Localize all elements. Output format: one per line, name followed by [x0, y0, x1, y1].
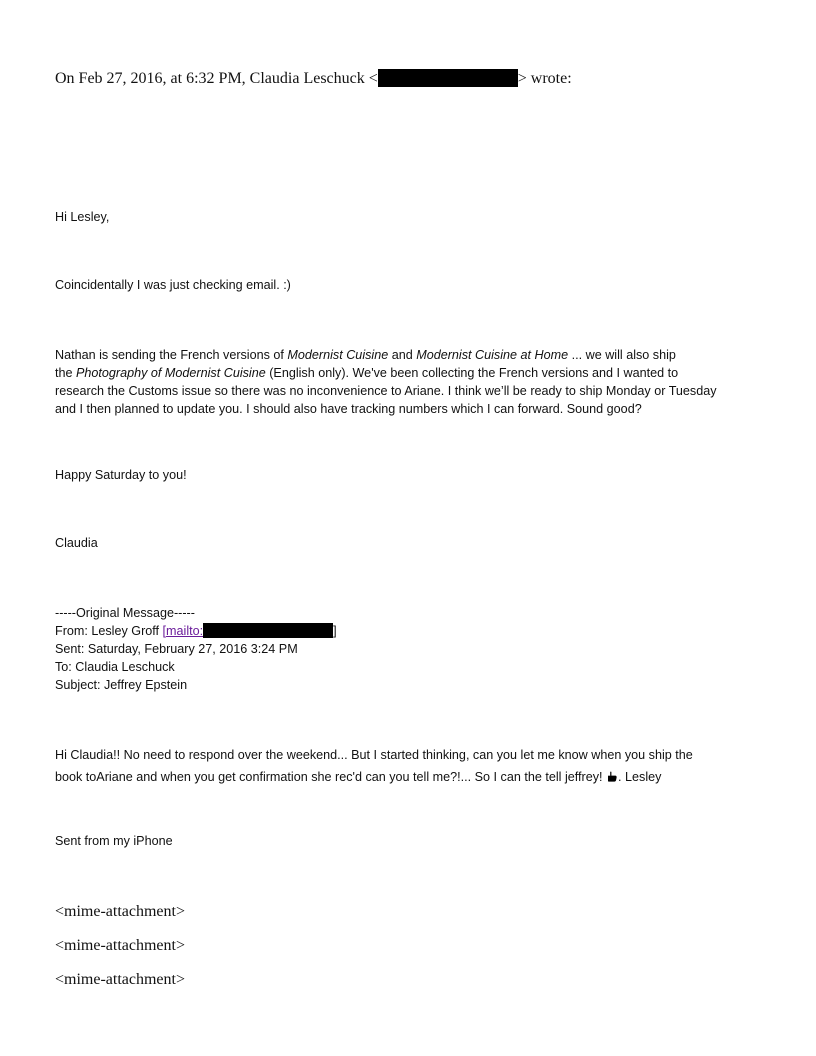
original-subject-line: Subject: Jeffrey Epstein — [55, 678, 188, 692]
mime-attachment-placeholder: <mime-attachment> — [55, 937, 185, 954]
mailto-link[interactable]: [mailto: — [162, 624, 204, 638]
paragraph-line: book toAriane and when you get confirmation she rec'd can you tell me?!... So I can the tell jeffrey! . Lesley — [55, 770, 662, 784]
paragraph-line: and I then planned to update you. I should also have tracking numbers which I can forward. Sound good? — [55, 402, 642, 416]
reply-signature: Claudia — [55, 536, 98, 550]
redaction-bar — [378, 69, 518, 87]
book-title: Modernist Cuisine at Home — [416, 348, 569, 362]
sent-from-signature: Sent from my iPhone — [55, 834, 173, 848]
original-message-divider: -----Original Message----- — [55, 606, 195, 620]
original-sent-line: Sent: Saturday, February 27, 2016 3:24 PM — [55, 642, 298, 656]
original-from-line: From: Lesley Groff [mailto: ] — [55, 624, 337, 638]
reply-paragraph — [55, 346, 717, 418]
book-title: Photography of Modernist Cuisine — [76, 366, 266, 380]
email-header-line — [55, 70, 572, 88]
header-suffix: > wrote: — [517, 70, 572, 87]
header-prefix: On Feb 27, 2016, at 6:32 PM, Claudia Leschuck < — [55, 70, 378, 87]
reply-greeting: Hi Lesley, — [55, 210, 110, 224]
original-to-line: To: Claudia Leschuck — [55, 660, 175, 674]
book-title: Modernist Cuisine — [287, 348, 389, 362]
paragraph-line: Hi Claudia!! No need to respond over the weekend... But I started thinking, can you let me know when you ship the — [55, 748, 693, 762]
original-message-body — [55, 744, 693, 788]
mime-attachment-placeholder: <mime-attachment> — [55, 971, 185, 988]
pointing-hand-icon — [606, 771, 618, 782]
reply-closing-line: Happy Saturday to you! — [55, 468, 187, 482]
reply-coincidence-line: Coincidentally I was just checking email. :) — [55, 278, 291, 292]
paragraph-line: Nathan is sending the French versions of Modernist Cuisine and Modernist Cuisine at Home ... we will also ship — [55, 348, 676, 362]
paragraph-line: research the Customs issue so there was no inconvenience to Ariane. I think we’ll be ready to ship Monday or Tuesday — [55, 384, 717, 398]
original-message-header — [55, 604, 337, 694]
mime-attachment-placeholder: <mime-attachment> — [55, 903, 185, 920]
paragraph-line: the Photography of Modernist Cuisine (English only). We've been collecting the French versions and I wanted to — [55, 366, 679, 380]
redaction-bar — [203, 623, 333, 638]
